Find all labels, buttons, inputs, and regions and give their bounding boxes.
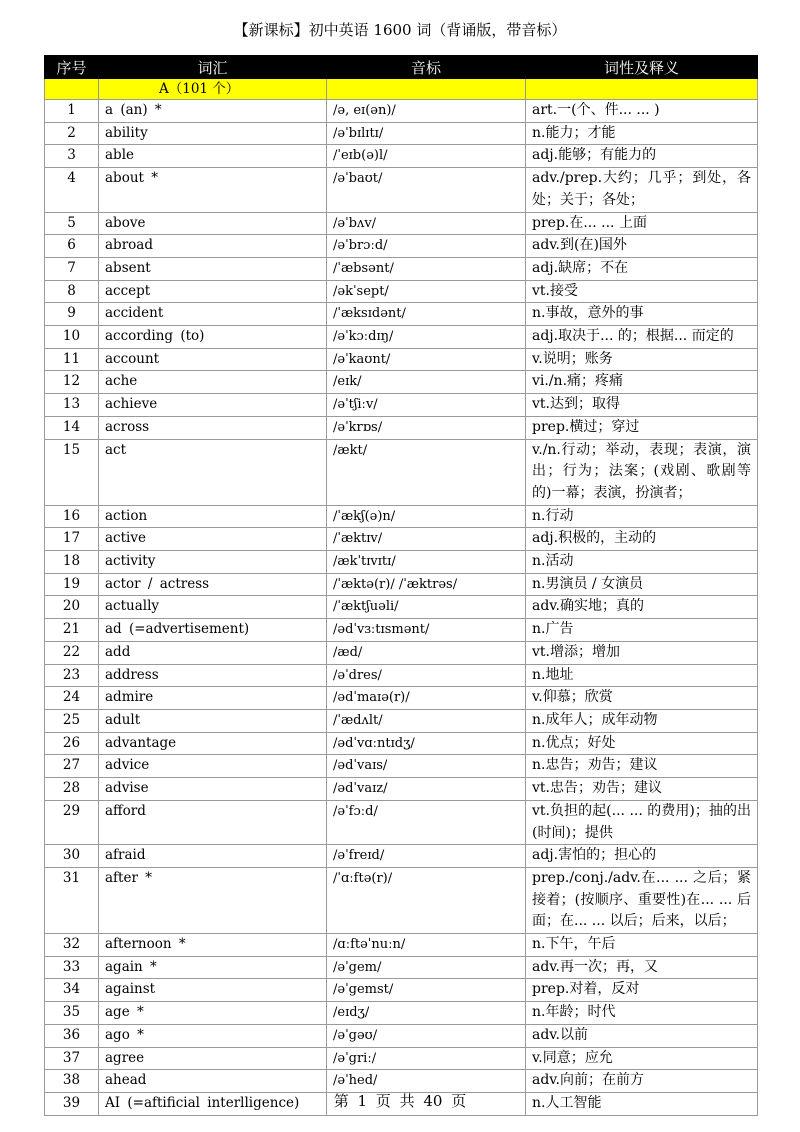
table-row	[45, 439, 758, 505]
table-row	[45, 641, 758, 664]
row-definition: n.成年人；成年动物	[526, 709, 758, 732]
row-word: advantage	[99, 732, 327, 755]
row-phonetic: /əˈbʌv/	[327, 212, 526, 235]
row-definition: n.行动	[526, 505, 758, 528]
row-number: 39	[45, 1092, 99, 1115]
row-word: act	[99, 439, 327, 505]
table-row	[45, 303, 758, 326]
row-word: ahead	[99, 1070, 327, 1093]
row-phonetic: /ˈɑːftə(r)/	[327, 867, 526, 933]
row-number: 34	[45, 979, 99, 1002]
row-number: 33	[45, 956, 99, 979]
table-header	[45, 56, 758, 79]
page-title: 【新课标】初中英语 1600 词（背诵版，带音标）	[233, 21, 567, 39]
section-phonetic-cell	[327, 79, 526, 100]
row-number: 5	[45, 212, 99, 235]
row-phonetic: /əˈbrɔːd/	[327, 235, 526, 258]
row-phonetic: /ækt/	[327, 439, 526, 505]
row-number: 6	[45, 235, 99, 258]
row-number: 19	[45, 573, 99, 596]
table-row	[45, 348, 758, 371]
row-definition: v.说明；账务	[526, 348, 758, 371]
row-word: absent	[99, 257, 327, 280]
row-phonetic: /eɪdʒ/	[327, 1002, 526, 1025]
table-row	[45, 168, 758, 212]
row-number: 4	[45, 168, 99, 212]
row-word: afraid	[99, 845, 327, 868]
row-definition: adj.害怕的；担心的	[526, 845, 758, 868]
row-word: AI (=aftificial interlligence)	[99, 1092, 327, 1115]
row-word: across	[99, 416, 327, 439]
row-phonetic: /ˈækʃ(ə)n/	[327, 505, 526, 528]
row-definition: prep.横过；穿过	[526, 416, 758, 439]
row-word: ache	[99, 371, 327, 394]
row-word: account	[99, 348, 327, 371]
row-number: 26	[45, 732, 99, 755]
row-definition: n.事故，意外的事	[526, 303, 758, 326]
row-phonetic: /əˈgem/	[327, 956, 526, 979]
row-definition: adj.取决于... 的；根据... 而定的	[526, 326, 758, 349]
row-phonetic: /ə, eɪ(ən)/	[327, 100, 526, 123]
row-definition: prep.在... ... 上面	[526, 212, 758, 235]
row-number: 35	[45, 1002, 99, 1025]
row-number: 22	[45, 641, 99, 664]
row-definition: n.优点；好处	[526, 732, 758, 755]
row-word: afternoon *	[99, 934, 327, 957]
row-number: 11	[45, 348, 99, 371]
row-word: achieve	[99, 394, 327, 417]
row-number: 17	[45, 528, 99, 551]
table-row	[45, 755, 758, 778]
row-phonetic: /əˈhed/	[327, 1070, 526, 1093]
row-word: actor / actress	[99, 573, 327, 596]
table-row	[45, 956, 758, 979]
row-number: 29	[45, 800, 99, 844]
row-number: 9	[45, 303, 99, 326]
row-phonetic: /əˈdres/	[327, 664, 526, 687]
row-definition: vt.忠告；劝告；建议	[526, 778, 758, 801]
table-row	[45, 573, 758, 596]
table-row	[45, 800, 758, 844]
table-row	[45, 371, 758, 394]
header-phonetic: 音标	[327, 56, 526, 79]
table-row	[45, 326, 758, 349]
row-word: advice	[99, 755, 327, 778]
table-row	[45, 1024, 758, 1047]
row-word: above	[99, 212, 327, 235]
table-row	[45, 235, 758, 258]
table-row	[45, 212, 758, 235]
row-number: 2	[45, 122, 99, 145]
row-number: 38	[45, 1070, 99, 1093]
row-word: about *	[99, 168, 327, 212]
row-phonetic: /ˈeɪb(ə)l/	[327, 145, 526, 168]
table-row	[45, 979, 758, 1002]
table-row	[45, 845, 758, 868]
row-phonetic: /æd/	[327, 641, 526, 664]
row-phonetic: /ˈæktʃuəli/	[327, 596, 526, 619]
row-phonetic: /əˈkaʊnt/	[327, 348, 526, 371]
row-phonetic: /əˈbɪlɪtɪ/	[327, 122, 526, 145]
row-number: 7	[45, 257, 99, 280]
row-definition: adj.缺席；不在	[526, 257, 758, 280]
row-number: 3	[45, 145, 99, 168]
row-word: age *	[99, 1002, 327, 1025]
row-word: again *	[99, 956, 327, 979]
row-word: adult	[99, 709, 327, 732]
row-number: 18	[45, 551, 99, 574]
row-phonetic: /əˈtʃiːv/	[327, 394, 526, 417]
table-row	[45, 867, 758, 933]
row-definition: n.能力；才能	[526, 122, 758, 145]
section-label: A（101 个）	[99, 79, 327, 100]
row-word: afford	[99, 800, 327, 844]
table-row	[45, 551, 758, 574]
row-number: 31	[45, 867, 99, 933]
row-definition: art.一(个、件... ... )	[526, 100, 758, 123]
row-number: 15	[45, 439, 99, 505]
row-phonetic: /əˈfreɪd/	[327, 845, 526, 868]
row-phonetic: /əˈgemst/	[327, 979, 526, 1002]
row-word: admire	[99, 687, 327, 710]
vocabulary-table	[44, 55, 758, 1116]
page-footer: 第 1 页 共 40 页	[333, 1092, 467, 1110]
row-number: 27	[45, 755, 99, 778]
header-definition: 词性及释义	[526, 56, 758, 79]
row-definition: n.年龄；时代	[526, 1002, 758, 1025]
row-number: 36	[45, 1024, 99, 1047]
row-number: 24	[45, 687, 99, 710]
row-number: 10	[45, 326, 99, 349]
row-definition: v./n.行动；举动，表现；表演，演出；行为；法案；(戏剧、歌剧等的)一幕；表演，扮演者；	[526, 439, 758, 505]
row-definition: n.地址	[526, 664, 758, 687]
row-definition: n.男演员 / 女演员	[526, 573, 758, 596]
row-definition: adv.确实地；真的	[526, 596, 758, 619]
row-definition: v.仰慕；欣赏	[526, 687, 758, 710]
table-row	[45, 619, 758, 642]
row-word: ad (=advertisement)	[99, 619, 327, 642]
row-phonetic: /əˈkɔːdɪŋ/	[327, 326, 526, 349]
row-word: active	[99, 528, 327, 551]
row-number: 1	[45, 100, 99, 123]
row-phonetic: /ədˈvɜːtɪsmənt/	[327, 619, 526, 642]
row-word: a (an) *	[99, 100, 327, 123]
row-number: 37	[45, 1047, 99, 1070]
table-row	[45, 1002, 758, 1025]
row-definition: n.忠告；劝告；建议	[526, 755, 758, 778]
row-phonetic: /əˈgəʊ/	[327, 1024, 526, 1047]
row-word: according (to)	[99, 326, 327, 349]
row-word: ability	[99, 122, 327, 145]
row-word: accept	[99, 280, 327, 303]
table-row	[45, 596, 758, 619]
row-number: 16	[45, 505, 99, 528]
header-word: 词汇	[99, 56, 327, 79]
row-definition: adj.能够；有能力的	[526, 145, 758, 168]
row-definition: n.广告	[526, 619, 758, 642]
row-number: 14	[45, 416, 99, 439]
row-phonetic: /ɑːftəˈnuːn/	[327, 934, 526, 957]
row-word: address	[99, 664, 327, 687]
row-phonetic: /ədˈvaɪz/	[327, 778, 526, 801]
row-word: able	[99, 145, 327, 168]
row-number: 25	[45, 709, 99, 732]
table-row	[45, 1047, 758, 1070]
row-definition: adv.再一次；再，又	[526, 956, 758, 979]
row-phonetic: /əˈgriː/	[327, 1047, 526, 1070]
row-word: add	[99, 641, 327, 664]
row-definition: vt.负担的起(... ... 的费用)；抽的出(时间)；提供	[526, 800, 758, 844]
row-definition: v.同意；应允	[526, 1047, 758, 1070]
table-row	[45, 687, 758, 710]
table-row	[45, 664, 758, 687]
row-number: 12	[45, 371, 99, 394]
row-word: after *	[99, 867, 327, 933]
row-phonetic: /əkˈsept/	[327, 280, 526, 303]
row-word: abroad	[99, 235, 327, 258]
row-number: 30	[45, 845, 99, 868]
table-row	[45, 709, 758, 732]
table-row	[45, 934, 758, 957]
row-definition: vt.接受	[526, 280, 758, 303]
table-row	[45, 280, 758, 303]
row-phonetic: /ˈæksɪdənt/	[327, 303, 526, 326]
row-definition: adv./prep.大约；几乎；到处，各处；关于；各处；	[526, 168, 758, 212]
row-definition: prep./conj./adv.在... ... 之后；紧接着；(按顺序、重要性)在... ... 后面；在... ... 以后；后来，以后；	[526, 867, 758, 933]
row-definition: adv.到(在)国外	[526, 235, 758, 258]
row-definition: vt.增添；增加	[526, 641, 758, 664]
table-row	[45, 394, 758, 417]
section-row	[45, 79, 758, 100]
row-word: advise	[99, 778, 327, 801]
table-row	[45, 528, 758, 551]
row-phonetic: /eɪk/	[327, 371, 526, 394]
row-phonetic: /əˈkrɒs/	[327, 416, 526, 439]
row-phonetic: /ˈæbsənt/	[327, 257, 526, 280]
row-phonetic: /ækˈtɪvɪtɪ/	[327, 551, 526, 574]
row-phonetic: /ˈæktə(r)/ /ˈæktrəs/	[327, 573, 526, 596]
table-row	[45, 778, 758, 801]
row-word: against	[99, 979, 327, 1002]
table-row	[45, 416, 758, 439]
table-row	[45, 257, 758, 280]
section-definition-cell	[526, 79, 758, 100]
row-definition: vi./n.痛；疼痛	[526, 371, 758, 394]
table-row	[45, 732, 758, 755]
row-phonetic: /ədˈmaɪə(r)/	[327, 687, 526, 710]
row-number: 8	[45, 280, 99, 303]
row-phonetic: /ˈædʌlt/	[327, 709, 526, 732]
row-phonetic: /ədˈvaɪs/	[327, 755, 526, 778]
table-row	[45, 100, 758, 123]
row-definition: adv.以前	[526, 1024, 758, 1047]
row-number: 28	[45, 778, 99, 801]
section-number-cell	[45, 79, 99, 100]
row-definition: adv.向前；在前方	[526, 1070, 758, 1093]
row-phonetic: /ədˈvɑːntɪdʒ/	[327, 732, 526, 755]
row-phonetic: /əˈfɔːd/	[327, 800, 526, 844]
row-number: 20	[45, 596, 99, 619]
table-row	[45, 505, 758, 528]
row-definition: vt.达到；取得	[526, 394, 758, 417]
table-body	[45, 79, 758, 1116]
row-number: 13	[45, 394, 99, 417]
table-row	[45, 122, 758, 145]
table-row	[45, 145, 758, 168]
row-number: 23	[45, 664, 99, 687]
row-number: 32	[45, 934, 99, 957]
row-definition: n.活动	[526, 551, 758, 574]
row-definition: adj.积极的，主动的	[526, 528, 758, 551]
row-word: ago *	[99, 1024, 327, 1047]
row-word: agree	[99, 1047, 327, 1070]
row-word: action	[99, 505, 327, 528]
row-word: activity	[99, 551, 327, 574]
header-number: 序号	[45, 56, 99, 79]
row-word: accident	[99, 303, 327, 326]
row-definition: prep.对着，反对	[526, 979, 758, 1002]
row-phonetic: /ˈæktɪv/	[327, 528, 526, 551]
row-definition: n.人工智能	[526, 1092, 758, 1115]
row-word: actually	[99, 596, 327, 619]
row-number: 21	[45, 619, 99, 642]
row-phonetic: /əˈbaʊt/	[327, 168, 526, 212]
row-definition: n.下午，午后	[526, 934, 758, 957]
